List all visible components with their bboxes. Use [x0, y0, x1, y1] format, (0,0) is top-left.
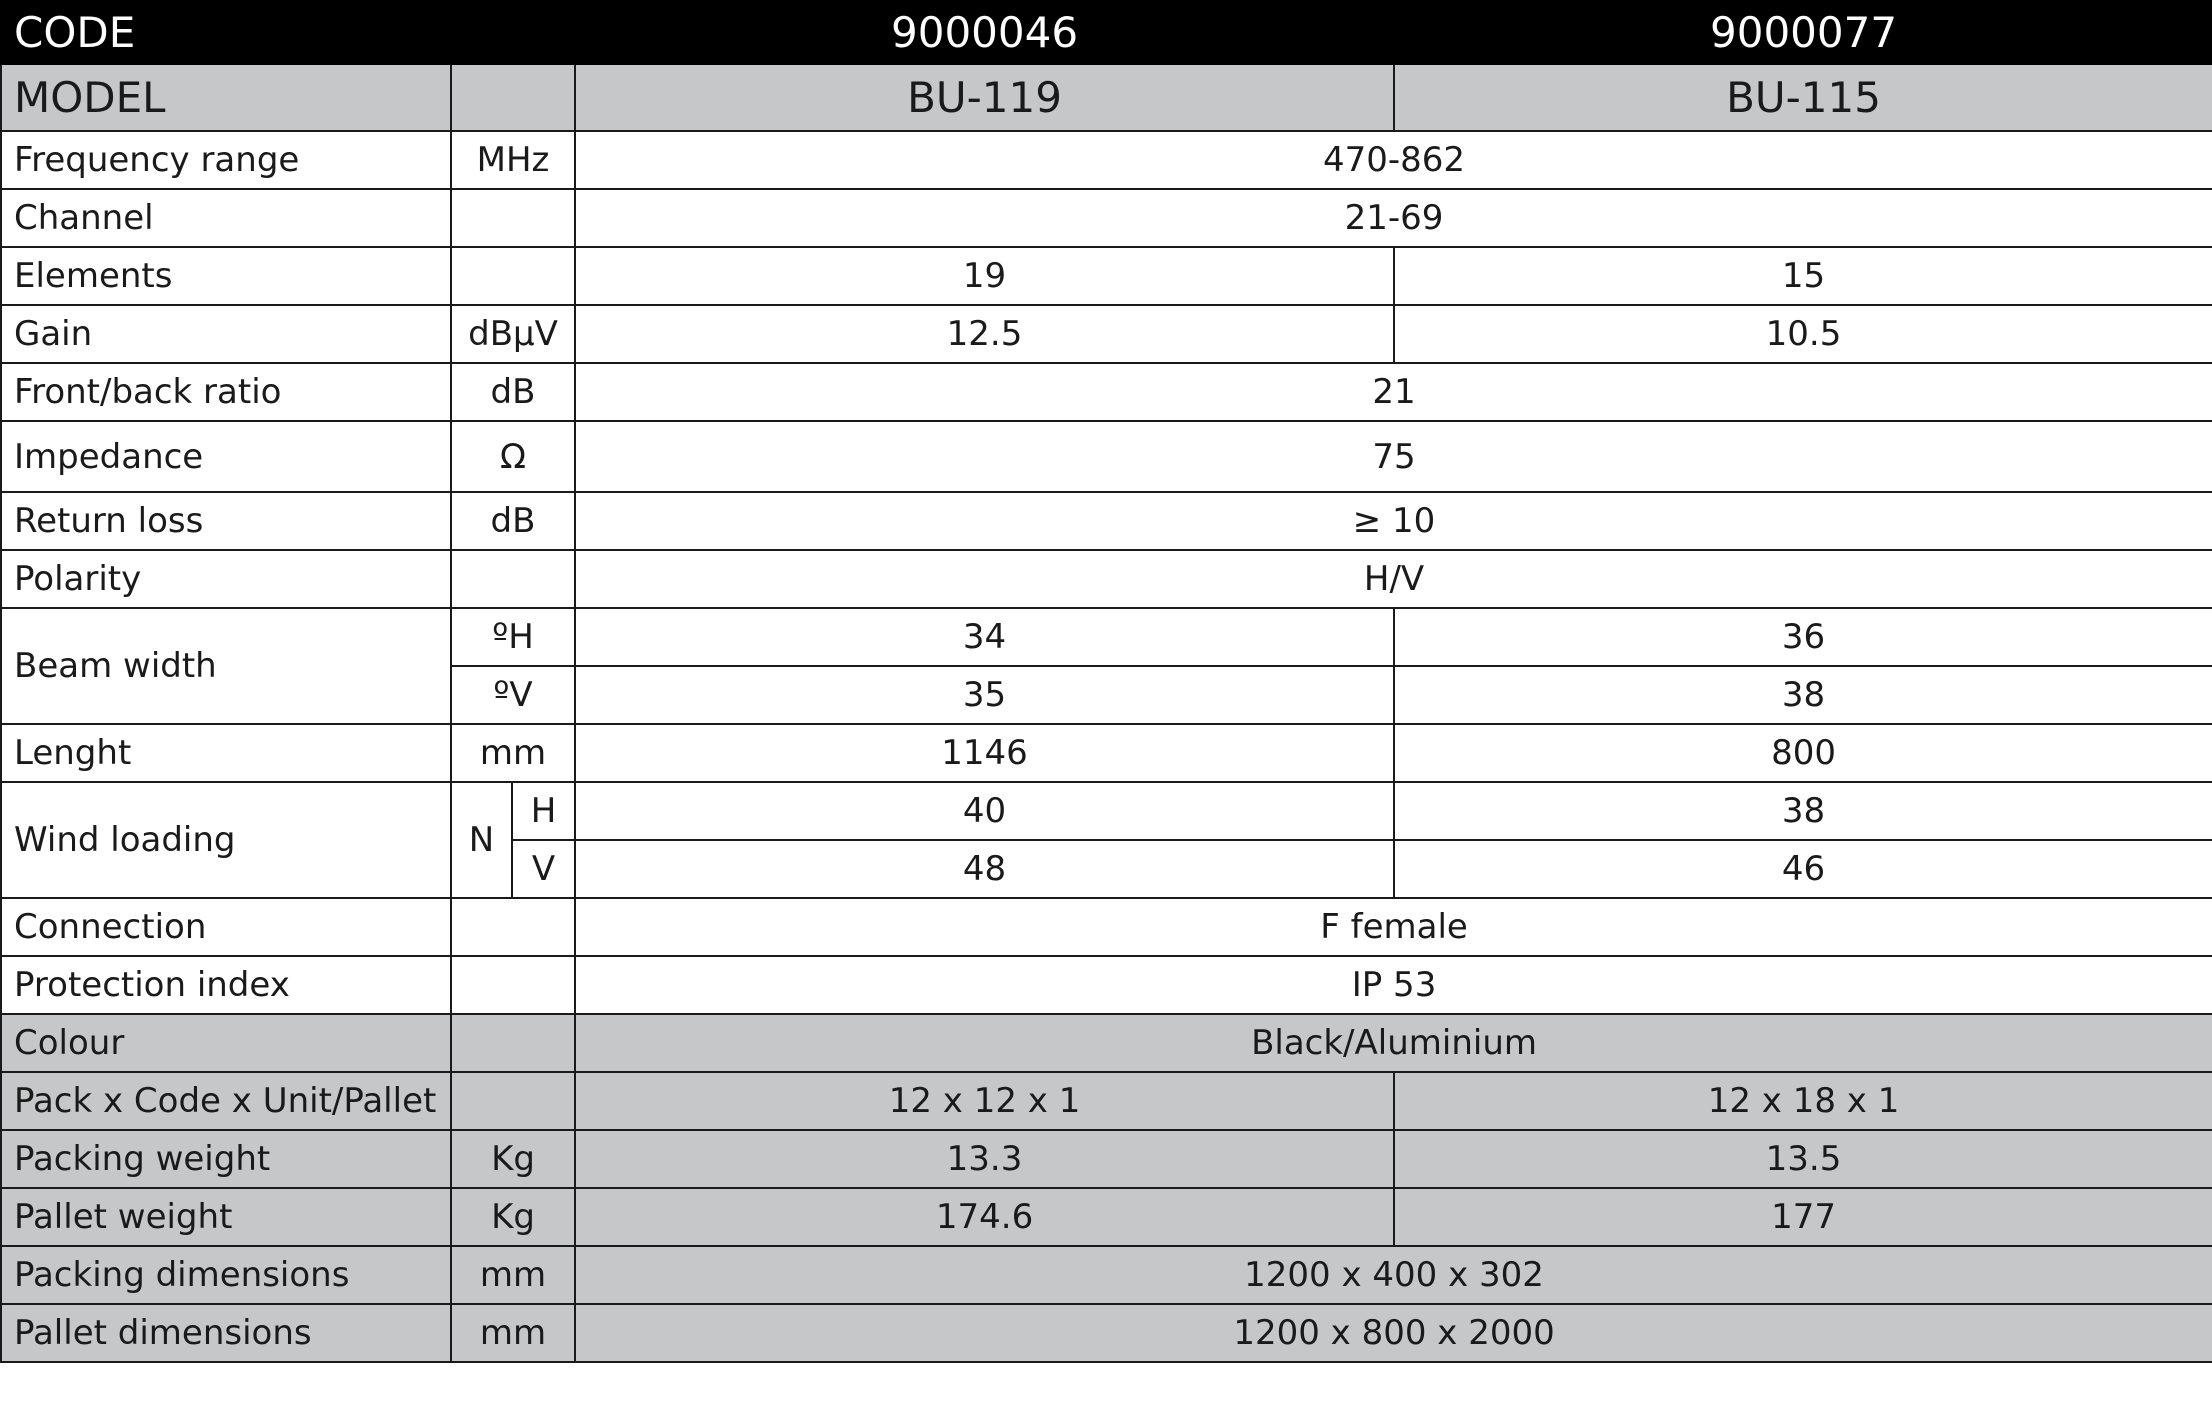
impedance-value: 75	[575, 421, 2212, 492]
pack-value-2: 12 x 18 x 1	[1394, 1072, 2212, 1130]
connection-value: F female	[575, 898, 2212, 956]
channel-label: Channel	[1, 189, 451, 247]
wind-loading-v-sub: V	[512, 840, 575, 898]
packing-dimensions-value: 1200 x 400 x 302	[575, 1246, 2212, 1304]
return-loss-label: Return loss	[1, 492, 451, 550]
beam-width-h-unit: ºH	[451, 608, 575, 666]
colour-label: Colour	[1, 1014, 451, 1072]
wind-loading-unit: N	[451, 782, 512, 898]
beam-width-v-unit: ºV	[451, 666, 575, 724]
beam-width-h-row	[1, 608, 2212, 666]
impedance-label: Impedance	[1, 421, 451, 492]
pallet-weight-value-2: 177	[1394, 1188, 2212, 1246]
front-back-unit: dB	[451, 363, 575, 421]
wind-loading-h-sub: H	[512, 782, 575, 840]
protection-value: IP 53	[575, 956, 2212, 1014]
pallet-dimensions-label: Pallet dimensions	[1, 1304, 451, 1362]
elements-unit	[451, 247, 575, 305]
frequency-row	[1, 131, 2212, 189]
model-label: MODEL	[1, 64, 451, 131]
packing-weight-label: Packing weight	[1, 1130, 451, 1188]
packing-dimensions-unit: mm	[451, 1246, 575, 1304]
polarity-label: Polarity	[1, 550, 451, 608]
code-label: CODE	[1, 1, 575, 64]
elements-value-2: 15	[1394, 247, 2212, 305]
beam-width-label: Beam width	[1, 608, 451, 724]
wind-loading-h-value-1: 40	[575, 782, 1394, 840]
packing-dimensions-row	[1, 1246, 2212, 1304]
connection-label: Connection	[1, 898, 451, 956]
return-loss-row	[1, 492, 2212, 550]
packing-weight-value-2: 13.5	[1394, 1130, 2212, 1188]
frequency-label: Frequency range	[1, 131, 451, 189]
front-back-label: Front/back ratio	[1, 363, 451, 421]
front-back-row	[1, 363, 2212, 421]
code-value-1: 9000046	[575, 1, 1394, 64]
pallet-dimensions-unit: mm	[451, 1304, 575, 1362]
pallet-weight-unit: Kg	[451, 1188, 575, 1246]
code-row	[1, 1, 2212, 64]
model-value-1: BU-119	[575, 64, 1394, 131]
elements-label: Elements	[1, 247, 451, 305]
length-row	[1, 724, 2212, 782]
polarity-value: H/V	[575, 550, 2212, 608]
elements-value-1: 19	[575, 247, 1394, 305]
beam-width-v-value-1: 35	[575, 666, 1394, 724]
return-loss-value: ≥ 10	[575, 492, 2212, 550]
elements-row	[1, 247, 2212, 305]
channel-value: 21-69	[575, 189, 2212, 247]
protection-unit	[451, 956, 575, 1014]
beam-width-h-value-1: 34	[575, 608, 1394, 666]
connection-unit	[451, 898, 575, 956]
channel-unit	[451, 189, 575, 247]
frequency-value: 470-862	[575, 131, 2212, 189]
model-value-2: BU-115	[1394, 64, 2212, 131]
protection-label: Protection index	[1, 956, 451, 1014]
packing-weight-value-1: 13.3	[575, 1130, 1394, 1188]
code-value-2: 9000077	[1394, 1, 2212, 64]
impedance-row	[1, 421, 2212, 492]
pallet-weight-label: Pallet weight	[1, 1188, 451, 1246]
polarity-row	[1, 550, 2212, 608]
protection-row	[1, 956, 2212, 1014]
length-label: Lenght	[1, 724, 451, 782]
wind-loading-h-value-2: 38	[1394, 782, 2212, 840]
beam-width-h-value-2: 36	[1394, 608, 2212, 666]
polarity-unit	[451, 550, 575, 608]
colour-value: Black/Aluminium	[575, 1014, 2212, 1072]
length-unit: mm	[451, 724, 575, 782]
connection-row	[1, 898, 2212, 956]
colour-row	[1, 1014, 2212, 1072]
model-unit-cell	[451, 64, 575, 131]
packing-weight-row	[1, 1130, 2212, 1188]
gain-label: Gain	[1, 305, 451, 363]
impedance-unit: Ω	[451, 421, 575, 492]
gain-row	[1, 305, 2212, 363]
length-value-1: 1146	[575, 724, 1394, 782]
pallet-dimensions-value: 1200 x 800 x 2000	[575, 1304, 2212, 1362]
gain-value-1: 12.5	[575, 305, 1394, 363]
pack-value-1: 12 x 12 x 1	[575, 1072, 1394, 1130]
length-value-2: 800	[1394, 724, 2212, 782]
pallet-weight-row	[1, 1188, 2212, 1246]
gain-unit: dBµV	[451, 305, 575, 363]
model-row	[1, 64, 2212, 131]
wind-loading-v-value-1: 48	[575, 840, 1394, 898]
pack-label: Pack x Code x Unit/Pallet	[1, 1072, 451, 1130]
wind-loading-v-value-2: 46	[1394, 840, 2212, 898]
beam-width-v-value-2: 38	[1394, 666, 2212, 724]
gain-value-2: 10.5	[1394, 305, 2212, 363]
pack-unit	[451, 1072, 575, 1130]
return-loss-unit: dB	[451, 492, 575, 550]
wind-loading-h-row	[1, 782, 2212, 840]
colour-unit	[451, 1014, 575, 1072]
wind-loading-label: Wind loading	[1, 782, 451, 898]
packing-weight-unit: Kg	[451, 1130, 575, 1188]
frequency-unit: MHz	[451, 131, 575, 189]
front-back-value: 21	[575, 363, 2212, 421]
channel-row	[1, 189, 2212, 247]
pallet-dimensions-row	[1, 1304, 2212, 1362]
pallet-weight-value-1: 174.6	[575, 1188, 1394, 1246]
packing-dimensions-label: Packing dimensions	[1, 1246, 451, 1304]
pack-row	[1, 1072, 2212, 1130]
